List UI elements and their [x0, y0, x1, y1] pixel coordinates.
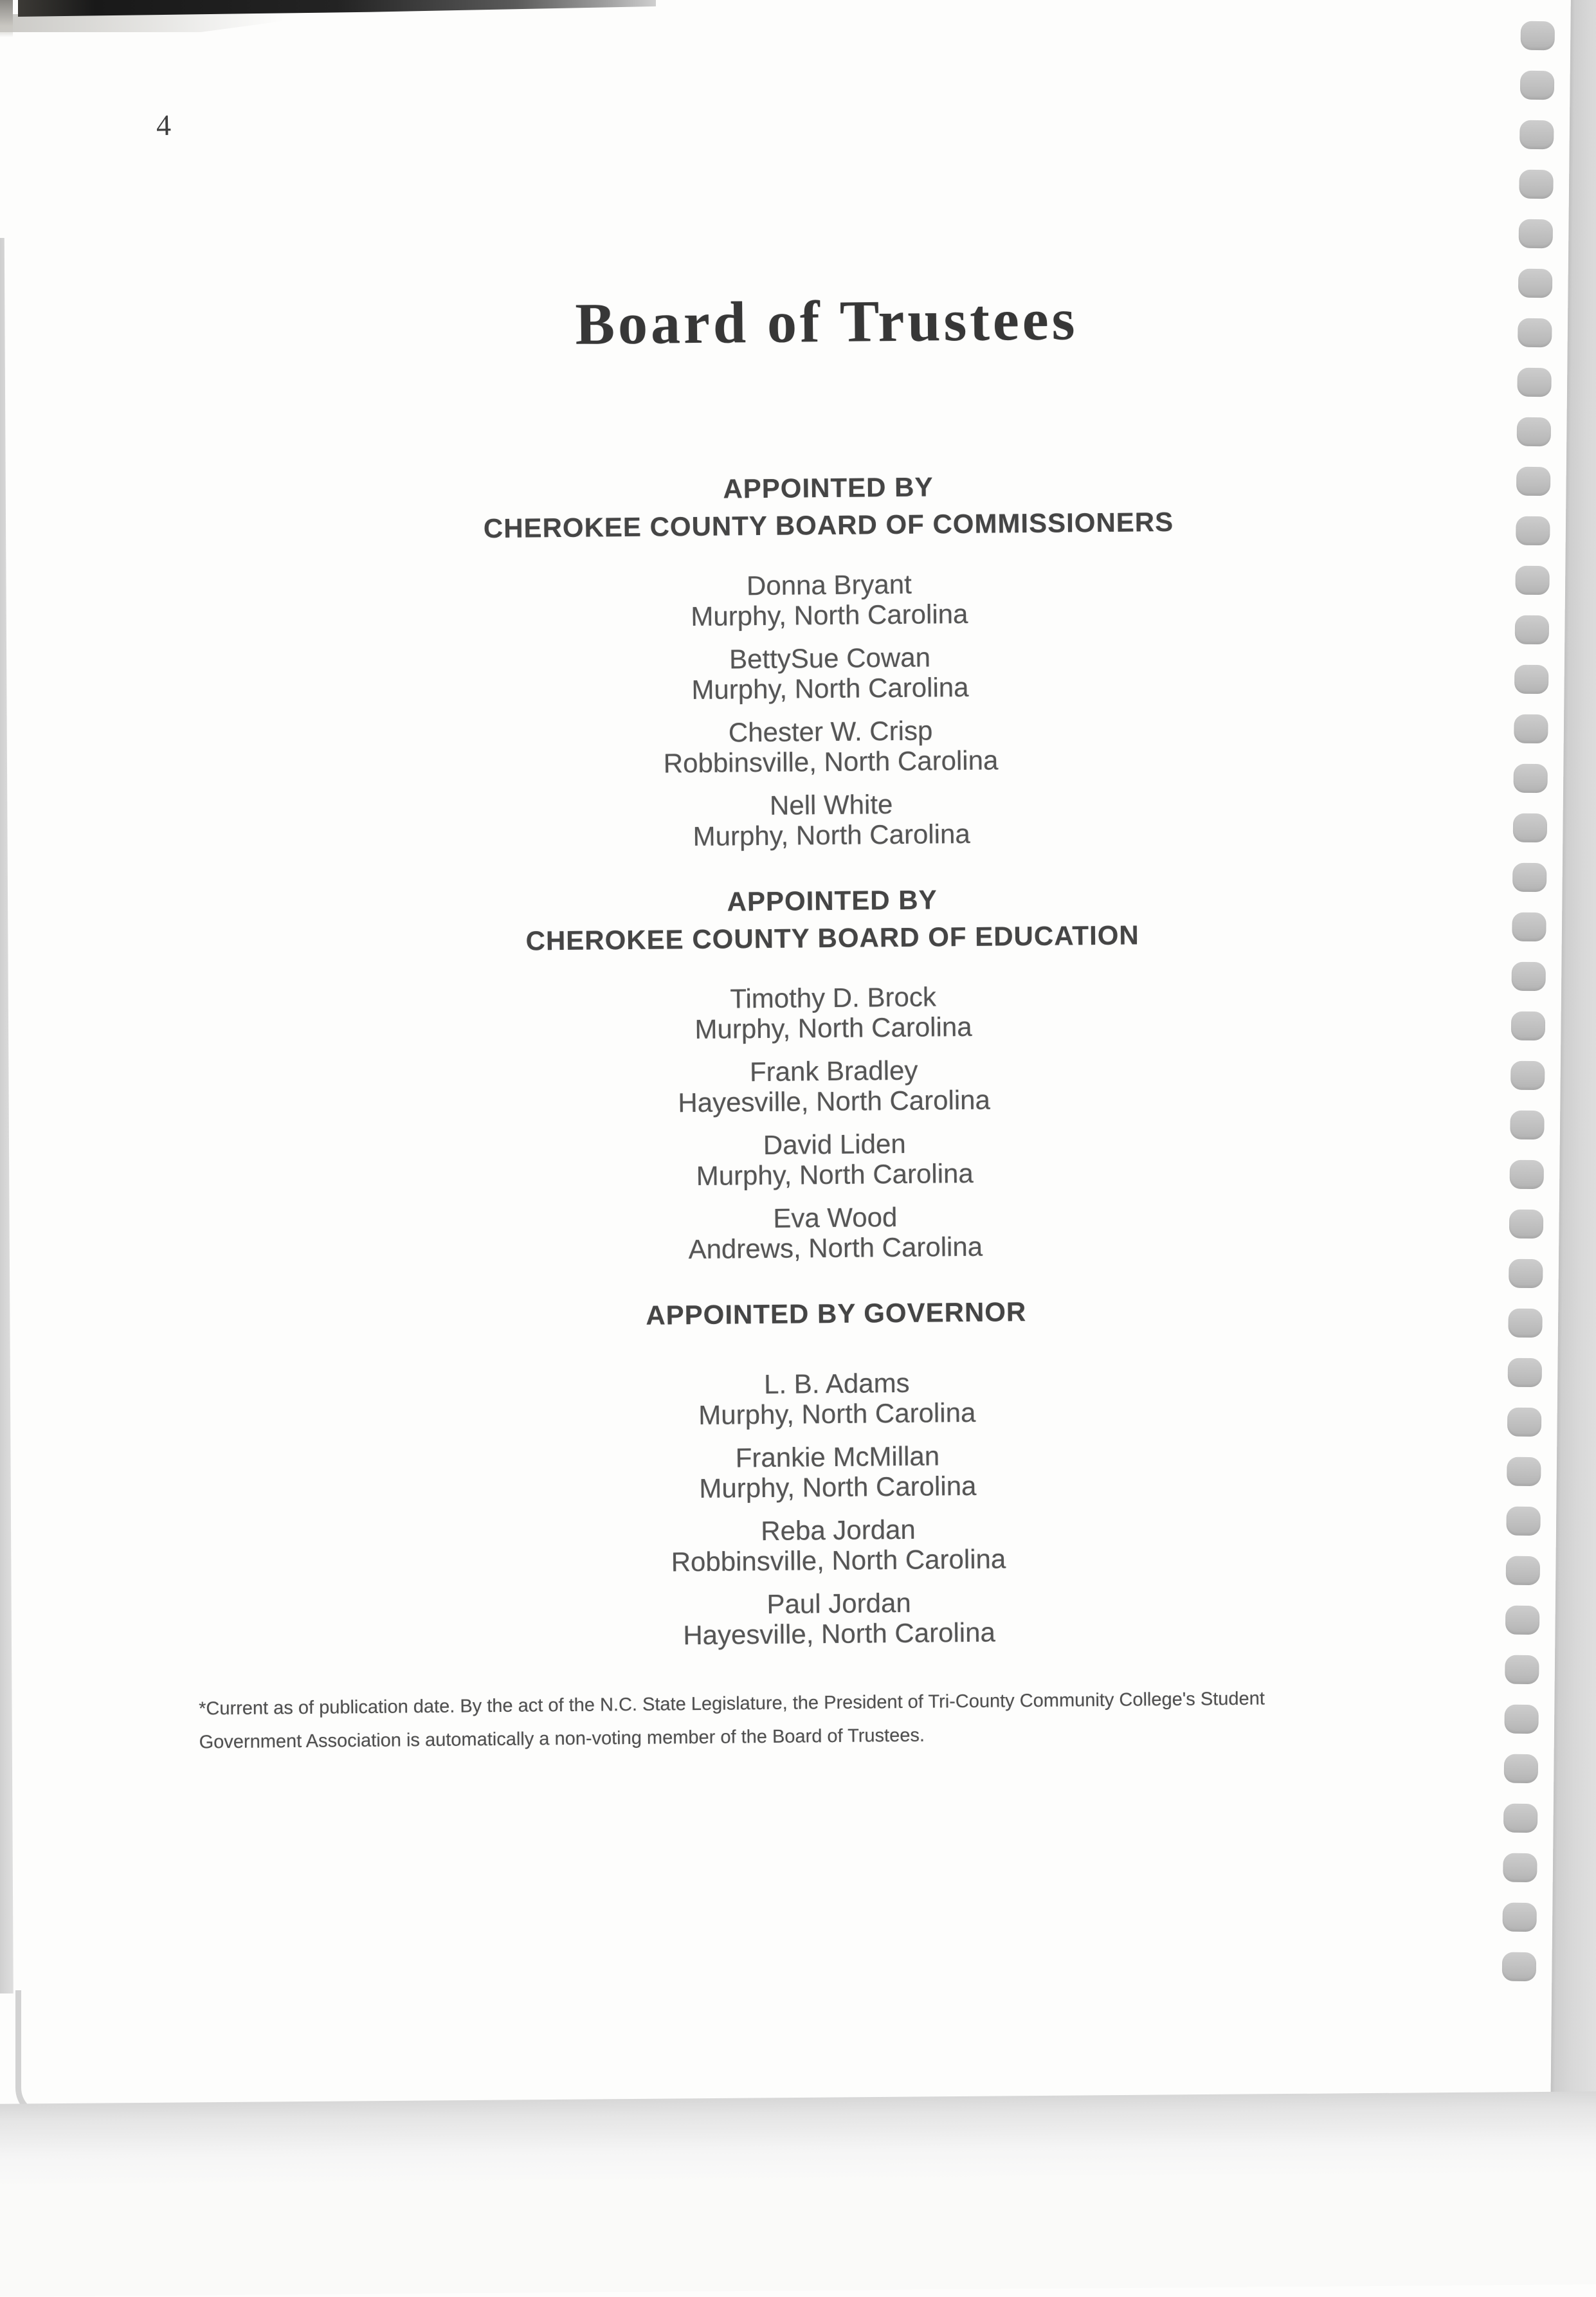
- binding-hole: [1506, 1507, 1540, 1536]
- binding-hole: [1505, 1655, 1539, 1685]
- member-name: Eva Wood: [773, 1202, 898, 1233]
- binding-hole: [1520, 71, 1554, 100]
- section-heading: [115, 875, 1550, 963]
- member-location: Murphy, North Carolina: [693, 818, 970, 852]
- section-heading: [111, 462, 1546, 550]
- member-name: Reba Jordan: [761, 1514, 916, 1547]
- footnote: [123, 1679, 1557, 1759]
- binding-hole: [1512, 863, 1546, 893]
- section-heading-line: APPOINTED BY GOVERNOR: [646, 1296, 1027, 1330]
- member-location: Hayesville, North Carolina: [683, 1617, 996, 1651]
- member-location: Murphy, North Carolina: [694, 1011, 972, 1045]
- binding-hole: [1509, 1259, 1543, 1289]
- binding-hole: [1507, 1457, 1541, 1487]
- binding-hole: [1507, 1408, 1541, 1437]
- member: [116, 976, 1550, 1049]
- binding-hole: [1516, 516, 1550, 546]
- section-heading-line: CHEROKEE COUNTY BOARD OF EDUCATION: [525, 920, 1139, 956]
- member: [121, 1508, 1555, 1582]
- binding-hole: [1518, 269, 1552, 298]
- member: [113, 709, 1548, 783]
- member-list: [116, 976, 1552, 1269]
- section-heading-line: CHEROKEE COUNTY BOARD OF COMMISSIONERS: [483, 506, 1174, 544]
- binding-hole: [1513, 813, 1547, 843]
- member-location: Hayesville, North Carolina: [678, 1084, 991, 1118]
- binding-hole: [1508, 1309, 1542, 1338]
- binding-hole: [1510, 1111, 1544, 1140]
- member: [116, 1049, 1551, 1123]
- binding-hole: [1510, 1061, 1545, 1091]
- binding-hole: [1517, 417, 1551, 447]
- binding-hole: [1503, 1853, 1537, 1883]
- member-location: Murphy, North Carolina: [691, 671, 969, 705]
- binding-hole: [1519, 219, 1553, 249]
- binding-hole: [1502, 1952, 1536, 1982]
- binding-hole: [1505, 1606, 1539, 1635]
- trustee-section: [119, 1288, 1556, 1655]
- member: [120, 1361, 1554, 1435]
- member-name: Nell White: [769, 789, 893, 821]
- page-content: [109, 282, 1557, 1759]
- member-location: Murphy, North Carolina: [699, 1470, 977, 1503]
- section-heading-line: APPOINTED BY: [727, 884, 938, 917]
- binding-hole: [1519, 120, 1554, 150]
- scan-top-edge-artifact: [18, 0, 656, 17]
- trustee-sections: [111, 462, 1557, 1655]
- page-number: 4: [156, 108, 172, 142]
- member-name: Donna Bryant: [746, 568, 912, 601]
- member: [122, 1581, 1556, 1655]
- scan-bottom-background: [0, 2091, 1596, 2297]
- binding-hole: [1508, 1358, 1542, 1388]
- member-location: Robbinsville, North Carolina: [663, 745, 999, 779]
- footnote-line: Government Association is automatically a non-voting member of the Board of Trustees.: [199, 1725, 925, 1753]
- binding-hole: [1511, 1012, 1545, 1041]
- member-name: Chester W. Crisp: [728, 715, 933, 748]
- member-name: Frankie McMillan: [735, 1440, 940, 1473]
- binding-hole: [1502, 1903, 1536, 1932]
- binding-hole: [1515, 615, 1549, 645]
- binding-hole: [1518, 318, 1552, 348]
- member: [112, 563, 1546, 637]
- page-bottom-left-corner-edge: [15, 1990, 118, 2119]
- member-location: Andrews, North Carolina: [688, 1231, 983, 1265]
- member-name: Paul Jordan: [766, 1587, 911, 1619]
- member-name: L. B. Adams: [763, 1367, 910, 1400]
- trustee-section: [111, 462, 1549, 857]
- binding-hole: [1521, 21, 1555, 51]
- member: [113, 636, 1547, 710]
- binding-hole: [1504, 1754, 1538, 1784]
- scan-top-left-corner-artifact: [0, 0, 13, 37]
- binding-hole: [1503, 1804, 1537, 1833]
- binding-hole: [1512, 962, 1546, 992]
- member-list: [112, 563, 1548, 857]
- binding-hole: [1517, 368, 1551, 397]
- binding-hole: [1504, 1705, 1538, 1734]
- member-location: Murphy, North Carolina: [696, 1158, 974, 1192]
- member-name: Frank Bradley: [749, 1055, 918, 1087]
- section-heading: [119, 1288, 1553, 1339]
- binding-hole: [1513, 764, 1547, 794]
- member-list: [120, 1361, 1556, 1655]
- binding-hole: [1506, 1556, 1540, 1586]
- member: [120, 1435, 1555, 1509]
- binding-hole: [1516, 467, 1550, 496]
- member-name: David Liden: [763, 1128, 906, 1161]
- member-location: Robbinsville, North Carolina: [671, 1543, 1006, 1577]
- member-location: Murphy, North Carolina: [691, 598, 968, 632]
- trustee-section: [115, 875, 1553, 1269]
- member: [118, 1195, 1553, 1269]
- scan-right-background-band: [1550, 0, 1596, 2145]
- member: [118, 1122, 1552, 1196]
- scan-left-page-edge: [0, 238, 17, 1993]
- member: [114, 783, 1549, 857]
- footnote-line: *Current as of publication date. By the act of the N.C. State Legislature, the President of Tri-County Community College's Student: [198, 1688, 1265, 1720]
- binding-hole: [1514, 714, 1548, 744]
- section-heading-line: APPOINTED BY: [723, 471, 934, 504]
- binding-hole: [1512, 912, 1546, 942]
- binding-hole: [1510, 1160, 1544, 1190]
- binding-hole: [1515, 566, 1549, 595]
- binding-hole: [1514, 665, 1548, 695]
- member-name: BettySue Cowan: [729, 642, 931, 675]
- binding-hole: [1509, 1210, 1543, 1239]
- page-title: Board of Trustees: [575, 286, 1078, 357]
- scan-top-edge-shadow: [0, 14, 334, 32]
- member-name: Timothy D. Brock: [730, 981, 937, 1014]
- binding-hole: [1519, 170, 1553, 199]
- member-location: Murphy, North Carolina: [698, 1397, 976, 1430]
